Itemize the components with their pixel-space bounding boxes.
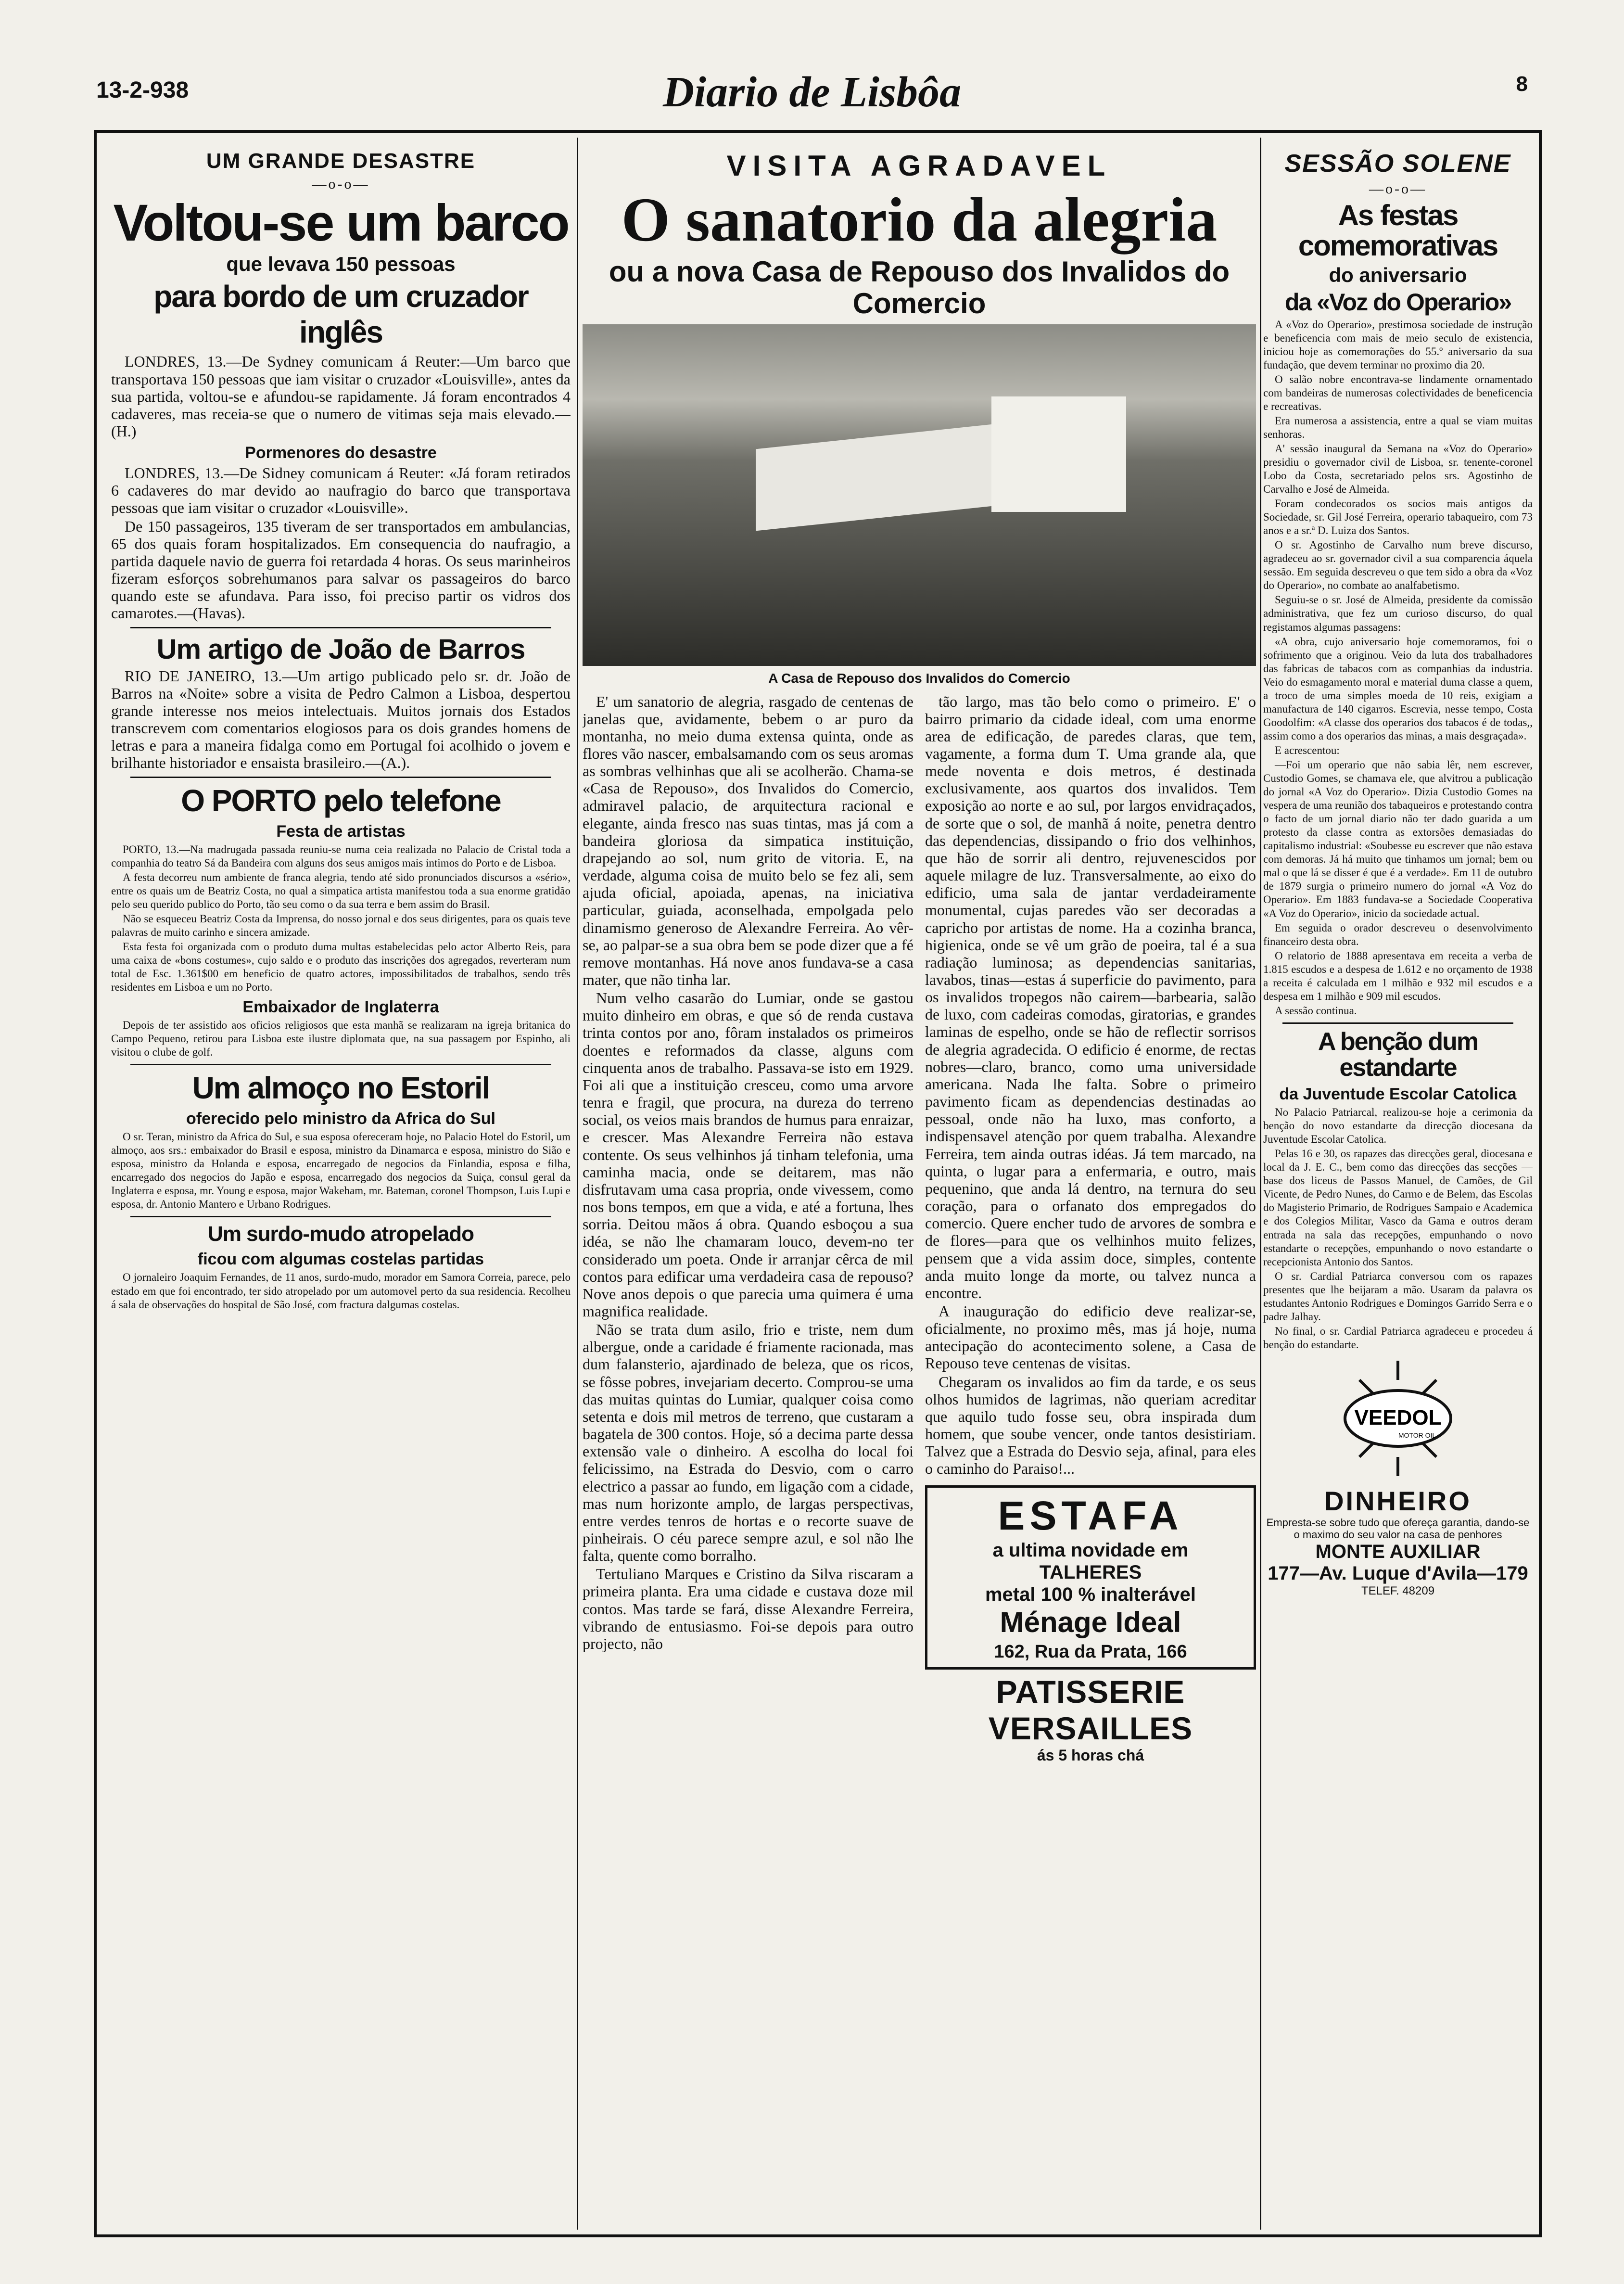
article-paragraph: O salão nobre encontrava-se lindamente ornamentado com bandeiras de numerosas colectividades de beneficencia e recreativas. xyxy=(1263,373,1533,412)
headline-sanatorio: O sanatorio da alegria xyxy=(621,185,1218,255)
divider xyxy=(130,1064,551,1065)
article-kicker: SESSÃO SOLENE xyxy=(1284,150,1511,178)
article-subcolumn-right xyxy=(925,693,1256,1764)
article-paragraph: O sr. Teran, ministro da Africa do Sul, e sua esposa ofereceram hoje, no Palacio Hotel do Estoril, um almoço, aos srs.: embaixador do Brasil e esposa, ministro da Dinamarca e esposa, ministro do Sião e esposa, ministro da Holanda e esposa, encarregado de negocios da Finlandia, esposa e filha, encarregado dos negocios do Japão e esposa, encarregado dos negocios da Suiça, consul geral da Inglaterra e esposa, mr. Young e esposa, major Wakeham, mr. Bateman, coronel Thompson, Luis Lupi e esposa, dr. Antonio Mantero e Urbano Rodrigues. xyxy=(111,1131,571,1211)
headline-surdo: Um surdo-mudo atropelado xyxy=(208,1222,474,1246)
dinheiro-advert xyxy=(1263,1485,1533,1598)
article-paragraph: tão largo, mas tão belo como o primeiro. E' o bairro primario da cidade ideal, com uma enorme area de edificação, de paredes claras, que tem, vagamente, a forma dum T. Uma grande ala, que mede noventa e dois metros, é destinada exclusivamente, aos quartos dos invalidos. Tem exposição ao norte e ao sul, por largos envidraçados, de sorte que o sol, de manhã á noite, penetra dentro das dependencias, dissipando o frio dos velhinhos, que hão de sorrir ali dentro, rejuvenescidos por aquele milagre de luz. Transversalmente, ao eixo do edificio, uma sala de jantar verdadeiramente monumental, cujas paredes vão ser decoradas a capricho por artistas de nome. Ha a cozinha branca, higienica, onde se vê um grão de poeira, tal é a sua radiação luminosa; as dependencias sanitarias, lavabos, tinas—estas á superficie do pavimento, para os invalidos tropegos não cairem—barbearia, salão de luxo, com cadeiras comodas, giratorias, e grandes laminas de espelho, onde se hão de reflectir sorrisos de alegria agradecida. O edificio é enorme, de rectas nobres—claro, branco, como uma universidade americana. Nada lhe falta. Sobre o primeiro pavimento ficam as dependencias destinadas ao pessoal, onde não ha luxo, mas conforto, a indispensavel atenção por quem trabalha. Alexandre Ferreira, tem ainda outras idéas. Já tem marcado, na quinta, o lugar para a enfermaria, e outro, mais pequenino, que anda lá dentro, na ternura do seu coração, para o orfanato dos empregados do comercio. Quere encher tudo de arvores de sombra e de flores—para que os velhinhos muito felizes, pensem que a vida assim doce, simples, contente anda muito longe da morte, ou talvez nunca a encontre. xyxy=(925,692,1256,1301)
article-paragraph: A' sessão inaugural da Semana na «Voz do Operario» presidiu o governador civil de Lisboa, sr. tenente-coronel Lobo da Costa, secretariado pelos srs. Agostinho de Carvalho e José de Almeida. xyxy=(1263,442,1533,496)
headline-porto: O PORTO pelo telefone xyxy=(181,783,501,818)
article-paragraph: RIO DE JANEIRO, 13.—Um artigo publicado pelo sr. dr. João de Barros na «Noite» sobre a visita de Pedro Calmon a Lisboa, despertou grande interesse nos meios intelectuais. Muitos jornais dos Estados transcrevem com comentarios elogiosos para os dois grandes homens de letras e para a maneira fidalga como em Portugal foi acolhido o jovem e brilhante historiador e ensaista brasileiro.—(A.). xyxy=(111,667,571,772)
section-heading: Pormenores do desastre xyxy=(245,444,437,462)
masthead-title: Diario de Lisbôa xyxy=(663,68,961,116)
article-paragraph: A sessão continua. xyxy=(1275,1004,1357,1017)
patisserie-advert: PATISSERIE VERSAILLES xyxy=(988,1673,1193,1746)
column-divider xyxy=(577,138,578,2230)
headline-barco: Voltou-se um barco xyxy=(113,193,569,252)
article-paragraph: Depois de ter assistido aos oficios religiosos que esta manhã se realizaram na igreja britanica do Campo Pequeno, retirou para Lisboa este ilustre diplomata que, na sua passagem por Espinho, ali visitou o clube de golf. xyxy=(111,1019,571,1059)
photo-caption: A Casa de Repouso dos Invalidos do Comercio xyxy=(768,670,1070,686)
advert-brand: Ménage Ideal xyxy=(1000,1606,1181,1638)
page-number: 8 xyxy=(1516,72,1528,96)
section-heading: Festa de artistas xyxy=(276,822,406,841)
headline-festas: As festas comemorativas xyxy=(1298,199,1498,262)
article-paragraph: No Palacio Patriarcal, realizou-se hoje a cerimonia da benção do novo estandarte da direcção diocesana da Juventude Escolar Catolica. xyxy=(1263,1106,1533,1146)
headline-bencao: A benção dum estandarte xyxy=(1318,1027,1478,1082)
article-paragraph: O relatorio de 1888 apresentava em receita a verba de 1.815 escudos e a despesa de 1.612 e no orçamento de 1938 a receita é calculada em 1 milhão e 932 mil escudos e a despesa em 1 milhão e 909 mil escudos. xyxy=(1263,949,1533,1002)
column-divider xyxy=(1260,138,1261,2230)
building-block xyxy=(991,396,1126,512)
article-paragraph: Pelas 16 e 30, os rapazes das direcções geral, diocesana e local da J. E. C., bem como das direcções das secções — base dos liceus de Passos Manuel, de Camões, de Gil Vicente, de Pedro Nunes, do Carmo e de Belem, das Escolas do Magisterio Primario, de Rodrigues Sampaio e Academica e dos Colegios Militar, Vasco da Gama e outros deram entrada na sala das recepções, empunhando o novo estandarte o recepções, empunhando o novo estandarte o recepcionista Antonio dos Santos. xyxy=(1263,1148,1533,1268)
divider xyxy=(1282,1022,1513,1024)
headline-cruzador: para bordo de um cruzador inglês xyxy=(153,279,528,350)
article-paragraph: Seguiu-se o sr. José de Almeida, presidente da comissão administrativa, que fez um curioso discurso, do qual registamos algumas passagens: xyxy=(1263,594,1533,633)
divider xyxy=(130,777,551,778)
article-paragraph: Chegaram os invalidos ao fim da tarde, e os seus olhos humidos de lagrimas, não queriam acreditar que aquilo tudo fosse seu, obra inspirada dum homem, que soube vencer, onde tantos desistiriam. Talvez que a Estrada do Desvio seja, afinal, para eles o caminho do Paraiso!... xyxy=(925,1373,1256,1478)
article-paragraph: No final, o sr. Cardial Patriarca agradeceu e procedeu á benção do estandarte. xyxy=(1263,1325,1533,1351)
advert-line: Empresta-se sobre tudo que ofereça garantia, dando-se o maximo do seu valor na casa de penhores xyxy=(1266,1516,1530,1541)
center-column xyxy=(583,142,1256,2225)
article-paragraph: O sr. Agostinho de Carvalho num breve discurso, agradeceu ao sr. governador civil a sua comparencia áquela sessão. Em seguida descreveu o que tem sido a obra da «Voz do Operario», no combate ao analfabetismo. xyxy=(1263,539,1533,592)
subheadline: ficou com algumas costelas partidas xyxy=(197,1250,484,1269)
subheadline: ou a nova Casa de Repouso dos Invalidos do Comercio xyxy=(609,255,1230,319)
advert-phone: TELEF. 48209 xyxy=(1361,1584,1435,1597)
building-photo xyxy=(583,324,1256,666)
building-wing xyxy=(756,421,1025,531)
article-paragraph: Num velho casarão do Lumiar, onde se gastou muito dinheiro em obras, e que só de renda custava trinta contos por ano, fôram instalados os primeiros doentes e reformados da classe, alguns com cinquenta anos de trabalho. Passava-se isto em 1929. Foi ali que a instituição cresceu, como uma arvore tenra e fragil, que procura, na dureza do terreno social, os veios mais brandos de humus para enraizar, e crescer. Mas Alexandre Ferreira não estava contente. Os seus velhinhos já tinham telefonia, uma caminha macia, onde se deitarem, mas não disfrutavam uma casa propria, onde vivessem, como nos bons tempos, em que a vida, e até a fortuna, lhes sorria. Deitou mãos á obra. Quando esboçou a sua idéa, se não lhe chamaram louco, devem-no ter considerado um poeta. Onde ir arranjar cêrca de mil contos para edificar uma verdadeira casa de repouso? Nove anos depois o que parecia uma quimera é uma magnifica realidade. xyxy=(583,989,914,1320)
article-paragraph: Esta festa foi organizada com o produto duma multas estabelecidas pelo actor Alberto Reis, para uma caixa de «bons costumes», cujo saldo e o produto das inscrições dos agregados, reverteram num total de Esc. 1.361$00 em beneficio de quatro actores, impossibilitados de trabalhos, sendo três residentes em Lisboa e um no Porto. xyxy=(111,940,571,993)
article-paragraph: LONDRES, 13.—De Sidney comunicam á Reuter: «Já foram retirados 6 cadaveres do mar devido ao naufragio do barco que transportava pessoas que iam visitar o cruzador «Louisville». xyxy=(111,464,571,517)
article-paragraph: O sr. Cardial Patriarca conversou com os rapazes presentes que lhe beijaram a mão. Usaram da palavra os estudantes Antonio Rodrigues e Domingos Garrido Serra e o padre Jalhay. xyxy=(1263,1270,1533,1323)
page-frame xyxy=(94,130,1542,2237)
article-paragraph: A festa decorreu num ambiente de franca alegria, tendo até sido pronunciados discursos a «sério», entre os quais um de Beatriz Costa, no qual a simpatica artista manifestou toda a sua enorme gratidão pelo seu querido publico do Porto, tão seu como o da sua terra e bem assim do Brasil. xyxy=(111,871,571,910)
subheadline: do aniversario xyxy=(1329,264,1467,286)
right-column xyxy=(1263,142,1533,2225)
article-paragraph: Não se trata dum asilo, frio e triste, nem dum albergue, onde a caridade é friamente racionada, mas dum falansterio, ajardinado de beleza, que os ricos, se fôsse pobres, invejariam decerto. Comprou-se uma das muitas quintas do Lumiar, qualquer coisa como setenta e dois mil metros de terreno, que custaram a bagatela de 300 contos. Hoje, só a decima parte dessa extensão vale o dinheiro. A escolha do local foi felicissimo, na Estrada do Desvio, com o carro electrico a passar ao fundo, em ligação com a cidade, mas num horizonte amplo, de largas perspectivas, entre verdes tenros de hortas e o recorte suave de pinheirais. O céu parece sempre azul, e sol não lhe falta, quente como borralho. xyxy=(583,1321,914,1565)
article-paragraph: Era numerosa a assistencia, entre a qual se viam muitas senhoras. xyxy=(1263,414,1533,440)
headline-artigo: Um artigo de João de Barros xyxy=(156,633,525,665)
ornament: —o-o— xyxy=(312,176,370,192)
divider xyxy=(130,1216,551,1217)
advert-address: 177—Av. Luque d'Avila—179 xyxy=(1268,1562,1528,1584)
left-column xyxy=(111,142,571,2225)
advert-line: TALHERES xyxy=(1039,1561,1142,1583)
patisserie-tagline: ás 5 horas chá xyxy=(1037,1746,1144,1764)
article-paragraph: O jornaleiro Joaquim Fernandes, de 11 anos, surdo-mudo, morador em Samora Correia, parece, pelo estado em que foi encontrado, ter sido atropelado por um automovel perto da sua residencia. Recolheu á sala de observações do hospital de São José, com fractura dalgumas costelas. xyxy=(111,1271,571,1311)
advert-line: metal 100 % inalterável xyxy=(985,1583,1196,1605)
article-paragraph: Foram condecorados os socios mais antigos da Sociedade, sr. Gil José Ferreira, operario tabaqueiro, com 73 anos e a sr.ª D. Luiza dos Santos. xyxy=(1263,498,1533,537)
article-paragraph: Em seguida o orador descreveu o desenvolvimento financeiro desta obra. xyxy=(1263,921,1533,947)
article-paragraph: E' um sanatorio de alegria, rasgado de centenas de janelas que, avidamente, bebem o ar puro da montanha, no meio duma extensa quinta, onde as flores vão nascer, embalsamando com os seus aromas as sombras velhinhas que ali se acolherão. Chama-se «Casa de Repouso», dos Invalidos do Comercio, admiravel palacio, de arquitectura racional e elegante, ainda fresco nas suas tintas, mas já com a bandeira gloriosa da simpatica instituição, drapejando ao sol, num grito de vitoria. E, na verdade, alguma coisa de muito belo se fez ali, sem ajuda oficial, apoiada, apenas, na iniciativa particular, guiada, aconselhada, empolgada pelo dinamismo generoso de Alexandre Ferreira. Ao vêr-se, ao palpar-se a sua obra bem se pode dizer que a fé remove montanhas. Há nove anos fundava-se a casa mater, que não tinha lar. xyxy=(583,692,914,988)
article-kicker: VISITA AGRADAVEL xyxy=(726,150,1112,182)
ornament: —o-o— xyxy=(1369,181,1427,197)
headline-almoco: Um almoço no Estoril xyxy=(192,1071,490,1106)
veedol-advert xyxy=(1263,1358,1533,1479)
article-paragraph: De 150 passageiros, 135 tiveram de ser transportados em ambulancias, 65 dos quais foram hospitalizados. Em consequencia do naufragio, a partida daquele navio de guerra foi retardada 4 horas. Os seus marinheiros fizeram esforços sobrehumanos para salvar os passageiros do barco quando este se afundava. Para isso, foi preciso partir os vidros dos camarotes.—(Havas). xyxy=(111,517,571,622)
advert-brand: MONTE AUXILIAR xyxy=(1315,1541,1481,1562)
article-paragraph: LONDRES, 13.—De Sydney comunicam á Reuter:—Um barco que transportava 150 pessoas que iam visitar o cruzador «Louisville», antes da sua partida, voltou-se e afundou-se rapidamente. Já foram encontrados 4 cadaveres, mas receia-se que o numero de vitimas seja mais elevado.—(H.) xyxy=(111,353,571,440)
article-paragraph: «A obra, cujo aniversario hoje comemoramos, foi o sofrimento que a originou. Veio da luta dos trabalhadores das fabricas de tabacos com as companhias da industria. Veio do esmagamento moral e material duma classe a quem, a troco de uma simples moeda de 10 reis, exigiam a manufactura de 140 cigarros. Escrevia, nesse tempo, Costa Goodolfim: «A classe dos operarios dos tabacos é de todas,, assim como a dos operarios das minas, a mais desgraçada». xyxy=(1263,635,1533,742)
masthead-bar xyxy=(96,58,1528,135)
divider xyxy=(130,627,551,628)
article-paragraph: —Foi um operario que não sabia lêr, nem escrever, Custodio Gomes, se chamava ele, que alvitrou a publicação do jornal «A Voz do Operario». Dizia Custodio Gomes na vespera de uma reunião dos tabaqueiros e protestando contra o facto de um jornal diario não ter dado guarida a um protesto da classe contra as extorsões demasiadas do capitalismo industrial: «Soubesse eu escrever que não estava com demoras. Já há muito que tinhamos um jornal; bem ou mal o que lá se disser é que é a verdade». Em 11 de outubro de 1879 surgia o primeiro numero do jornal «A Voz do Operario». Em 1883 fundava-se a Sociedade Cooperativa «A Voz do Operario», inicio da sociedade actual. xyxy=(1263,759,1533,919)
article-paragraph: PORTO, 13.—Na madrugada passada reuniu-se numa ceia realizada no Palacio de Cristal toda a companhia do teatro Sá da Bandeira com alguns dos seus amigos mais intimos do Porto e de Lisboa. xyxy=(111,843,571,869)
article-paragraph: Tertuliano Marques e Cristino da Silva riscaram a primeira planta. Era uma cidade e custava doze mil contos. Mas tarde se fará, disse Alexandre Ferreira, vibrando de entusiasmo. Foi-se depois para outro projecto, não xyxy=(583,1565,914,1652)
article-paragraph: A inauguração do edificio deve realizar-se, oficialmente, no proximo mês, mas já hoje, numa antecipação do acontecimento solene, a Casa de Repouso teve centenas de visitas. xyxy=(925,1302,1256,1372)
article-kicker: UM GRANDE DESASTRE xyxy=(206,149,476,173)
estafa-advert xyxy=(925,1485,1256,1670)
veedol-logo xyxy=(1326,1358,1470,1479)
advert-title: ESTAFA xyxy=(998,1493,1183,1538)
section-heading: Embaixador de Inglaterra xyxy=(242,998,439,1017)
veedol-brand: VEEDOL xyxy=(1354,1405,1442,1429)
subheadline: da Juventude Escolar Catolica xyxy=(1279,1085,1517,1104)
article-paragraph: Não se esqueceu Beatriz Costa da Imprensa, do nosso jornal e dos seus dirigentes, para os quais teve palavras de muito carinho e sincera amizade. xyxy=(111,912,571,938)
subheadline-voz: da «Voz do Operario» xyxy=(1284,289,1511,316)
article-subcolumn-left xyxy=(583,693,914,1764)
advert-title: DINHEIRO xyxy=(1324,1485,1472,1516)
subheadline: que levava 150 pessoas xyxy=(226,253,456,276)
issue-date: 13-2-938 xyxy=(96,77,189,103)
advert-line: a ultima novidade em xyxy=(992,1539,1189,1561)
article-paragraph: A «Voz do Operario», prestimosa sociedade de instrução e beneficencia com mais de meio seculo de existencia, iniciou hoje as comemorações do 55.º aniversario da sua fundação, que devem terminar no proximo dia 20. xyxy=(1263,318,1533,371)
advert-address: 162, Rua da Prata, 166 xyxy=(994,1641,1187,1662)
subheadline: oferecido pelo ministro da Africa do Sul xyxy=(186,1110,495,1128)
article-body xyxy=(583,693,1256,1764)
veedol-sub: MOTOR OIL xyxy=(1398,1431,1436,1439)
article-paragraph: E acrescentou: xyxy=(1275,744,1340,756)
